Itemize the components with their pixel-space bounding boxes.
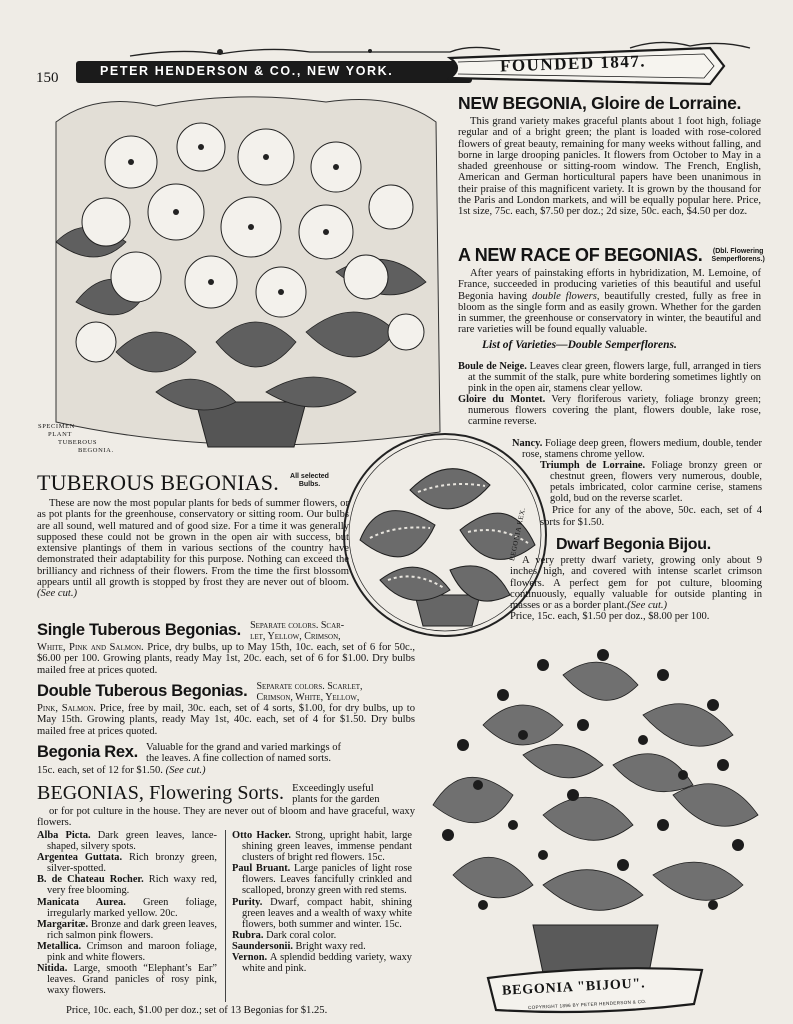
flowering-item-name: Argentea Guttata.: [37, 852, 123, 864]
tuberous-note-1: All selected: [290, 473, 329, 480]
varieties-list: [458, 361, 761, 428]
bijou-section: [510, 536, 762, 623]
specimen-caption-line: SPECIMEN: [38, 423, 75, 430]
tuberous-heading: [37, 470, 357, 496]
flowering-item: [232, 830, 412, 863]
bijou-label: BEGONIA "BIJOU".: [501, 976, 646, 999]
new-race-title: A NEW RACE OF BEGONIAS.: [458, 245, 703, 265]
single-colors-b: let, Yellow, Crimson,: [250, 631, 341, 642]
flowering-item: [37, 897, 217, 919]
tuberous-title: TUBEROUS BEGONIAS.: [37, 470, 279, 495]
gloire-title: NEW BEGONIA, Gloire de Lorraine.: [458, 93, 742, 113]
flowering-intro-text: or for pot culture in the house. They are never out of bloom and have graceful, waxy flowers.: [37, 805, 415, 828]
variety-name: Gloire du Montet.: [458, 394, 546, 406]
flowering-item: [37, 919, 217, 941]
flowering-item-desc: Dark green leaves, lance-shaped, silvery spots.: [47, 830, 218, 853]
rex-text: [37, 765, 415, 776]
rex-text-b: the leaves. A fine collection of named sorts.: [146, 753, 332, 765]
tuberous-note-2: Bulbs.: [298, 480, 321, 488]
double-colors-c: Pink, Salmon.: [37, 703, 96, 714]
bijou-illustration: [423, 635, 765, 980]
new-race-text-1: After years of painstaking efforts in hybridization, M. Lemoine, of France, succeeded in producing varieties of this beautiful and useful Begonia having: [458, 268, 761, 302]
flowering-item-name: Manicata Aurea.: [37, 896, 126, 908]
column-divider: [225, 830, 226, 1002]
flowering-intro-a: Exceedingly useful: [292, 783, 374, 794]
flowering-item: [37, 830, 217, 852]
gloire-text: This grand variety makes graceful plants about 1 foot high, foliage regular and of a bright green; the plant is loaded with rose-colored flowers of great beauty, remaining for many weeks without falling, and borne in large drooping panicles. It flowers from October to May in a shaded greenhouse or sitting-room window. The French, English, American and German horticultural papers have been unanimous in their praise of this magnificent variety. It is grown by the thousand for the Paris and London markets, and will be equally popular here. Price, 1st size, 75c. each, $7.50 per doz.; 2d size, 50c. each, $4.50 per doz.: [458, 116, 761, 218]
new-race-subtitle-1: (Dbl. Flowering: [712, 248, 764, 255]
flowering-item: [232, 897, 412, 930]
flowering-item-name: B. de Chateau Rocher.: [37, 874, 144, 886]
variety-desc: Foliage bronzy green or chestnut green, flowers very numerous, double, petals imbricated, color carmine cerise, stamens gold, bud on the reverse scarlet.: [550, 460, 762, 505]
flowering-item-desc: Large panicles of light rose flowers. Leaves fancifully crinkled and scalloped, bronzy green with red stems.: [242, 863, 412, 897]
double-price: Price, free by mail, 30c. each, set of 4 sorts, $1.00, for dry bulbs, up to May 15th. Growing plants, ready May 1st, 40c. each, set of 4 for $1.50. Dry bulbs mailed free at prices quoted.: [37, 703, 415, 737]
flowering-title: BEGONIAS, Flowering Sorts.: [37, 782, 285, 804]
flowering-item-desc: Bright waxy red.: [295, 940, 366, 952]
bijou-text-1: A very pretty dwarf variety, growing only about 9 inches high, and covered with intense scarlet crimson flowers. A perfect gem for pot culture, blooming continuously, equally valuable for outside planting in masses or as a border plant.: [510, 555, 762, 612]
tuberous-begonia-illustration: [36, 92, 446, 462]
specimen-caption: [38, 423, 114, 455]
gloire-section: [458, 93, 761, 218]
varieties-heading: List of Varieties—Double Semperflorens.: [482, 338, 677, 351]
flowering-item-desc: Dark coral color.: [266, 929, 337, 941]
double-colors: [256, 681, 362, 703]
flowering-item-name: Rubra.: [232, 929, 264, 941]
flowering-intro: [292, 783, 379, 806]
specimen-caption-line: BEGONIA.: [78, 447, 114, 454]
flowering-item-desc: Rich bronzy green, silver-spotted.: [47, 852, 217, 875]
rex-heading: [37, 742, 415, 765]
new-race-text: [458, 268, 761, 336]
new-race-subtitle: [712, 248, 765, 263]
rex-title: Begonia Rex.: [37, 743, 138, 761]
variety-item: [458, 361, 761, 394]
founded-text: FOUNDED 1847.: [499, 51, 647, 76]
flowering-item-desc: Crimson and maroon foliage, pink and white flowers.: [47, 940, 217, 964]
variety-desc: Very floriferous variety, foliage bronzy green; numerous flowers covering the plant, flowers double, lake rose, carmine reverse.: [468, 394, 761, 428]
flowering-item: [232, 941, 412, 952]
flowering-item-name: Nitida.: [37, 963, 68, 975]
bijou-copyright: COPYRIGHT 1896 BY PETER HENDERSON & CO.: [527, 998, 647, 1011]
flowering-item-name: Saundersonii.: [232, 940, 293, 952]
variety-desc: Foliage deep green, flowers medium, double, tender rose, stamens chrome yellow.: [522, 438, 762, 461]
specimen-caption-line: PLANT: [48, 431, 72, 438]
flowering-right-column: [232, 830, 412, 974]
flowering-item: [232, 930, 412, 941]
begonia-rex-label: BEGONIA REX.: [508, 506, 528, 562]
single-price: Price, dry bulbs, up to May 15th, 10c. each, set of 6 for 50c., $6.00 per 100. Growing plants, ready May 1st, 20c. each, set of 6 for $1.00. Dry bulbs mailed free at prices quoted.: [37, 642, 415, 676]
rex-text-a: Valuable for the grand and varied markings of: [146, 742, 342, 753]
page-number: 150: [36, 70, 59, 86]
flowering-item-name: Alba Picta.: [37, 830, 91, 841]
flowering-item: [37, 874, 217, 896]
bijou-text: [510, 555, 762, 611]
single-text: [37, 642, 415, 676]
single-heading: [37, 620, 415, 642]
rex-see-cut: (See cut.): [165, 764, 206, 776]
flowering-item-name: Margaritæ.: [37, 918, 89, 930]
variety-item: [540, 460, 762, 504]
tuberous-section: [37, 470, 357, 600]
flowering-item-desc: A splendid bedding variety, waxy white and pink.: [242, 952, 412, 975]
new-race-text-2: , beautifully crested, fully as free in bloom as the single form and as easily grown. Whether for the garden in summer, the greenhouse or conservatory in winter, the beautiful and rare varieties will be found equally valuable.: [458, 290, 761, 336]
rex-section: [37, 742, 415, 776]
varieties-price: Price for any of the above, 50c. each, set of 4 sorts for $1.50.: [540, 505, 762, 528]
flowering-item-name: Purity.: [232, 896, 263, 908]
flowering-item-name: Vernon.: [232, 952, 268, 964]
varieties-list-wrapped: [512, 438, 762, 460]
flowering-heading: [37, 782, 415, 806]
tuberous-see-cut: (See cut.): [37, 588, 77, 600]
flowering-item-name: Metallica.: [37, 940, 82, 952]
variety-name: Triumph de Lorraine.: [540, 460, 646, 471]
varieties-list-wrapped-2: [540, 460, 762, 528]
flowering-item-name: Paul Bruant.: [232, 863, 291, 875]
flowering-item-desc: Rich waxy red, very free blooming.: [47, 874, 217, 897]
tuberous-note: [290, 473, 329, 488]
single-colors: [250, 620, 344, 642]
flowering-item-desc: Green foliage, irregularly marked yellow. 20c.: [47, 896, 217, 919]
rex-text-c: 15c. each, set of 12 for $1.50.: [37, 764, 163, 776]
flowering-item-desc: Strong, upright habit, large shining green leaves, immense pendant clusters of bright red flowers. 15c.: [242, 830, 412, 864]
double-colors-b: Crimson, White, Yellow,: [256, 692, 360, 703]
flowering-item-desc: Bronze and dark green leaves, rich salmon pink flowers.: [47, 918, 217, 941]
single-colors-a: Separate colors. Scar-: [250, 620, 345, 631]
variety-item: [512, 438, 762, 460]
specimen-caption-line: TUBEROUS: [58, 439, 98, 446]
publisher-name: PETER HENDERSON & CO., NEW YORK.: [100, 64, 394, 78]
bijou-price: Price, 15c. each, $1.50 per doz., $8.00 per 100.: [510, 611, 710, 623]
new-race-subtitle-2: Semperflorens.): [711, 255, 765, 263]
variety-name: Nancy.: [512, 438, 543, 449]
new-race-heading: [458, 245, 765, 266]
flowering-item: [232, 863, 412, 896]
double-text: [37, 703, 415, 737]
flowering-price: Price, 10c. each, $1.00 per doz.; set of 13 Begonias for $1.25.: [66, 1005, 328, 1016]
flowering-section: [37, 782, 415, 828]
flowering-item: [37, 852, 217, 874]
flowering-item-desc: Large, smooth “Elephant’s Ear” leaves. Grand panicles of rosy pink, waxy flowers.: [47, 963, 217, 997]
double-title: Double Tuberous Begonias.: [37, 682, 248, 700]
double-section: [37, 681, 415, 737]
double-colors-a: Separate colors. Scarlet,: [256, 681, 363, 692]
bijou-title: Dwarf Begonia Bijou.: [556, 536, 711, 553]
rex-intro: [146, 742, 341, 765]
double-heading: [37, 681, 415, 703]
publisher-banner: [76, 61, 472, 83]
bijou-see-cut: (See cut.): [627, 600, 668, 612]
single-title: Single Tuberous Begonias.: [37, 621, 241, 639]
single-section: [37, 620, 415, 676]
variety-item: [458, 394, 761, 427]
flowering-item-name: Otto Hacker.: [232, 830, 291, 841]
new-race-section: [458, 245, 765, 351]
variety-name: Boule de Neige.: [458, 361, 527, 372]
flowering-intro-b: plants for the garden: [292, 794, 380, 806]
variety-desc: Leaves clear green, flowers large, full, arranged in tiers at the summit of the stalk, pure white bordering sometimes lightly on pink in the open air, stamens clear yellow.: [468, 361, 761, 395]
flowering-item: [37, 941, 217, 963]
new-race-text-emphasis: double flowers: [531, 290, 597, 302]
tuberous-text: [37, 498, 349, 600]
single-colors-c: White, Pink and Salmon.: [37, 642, 144, 653]
flowering-item-desc: Dwarf, compact habit, shining green leaves and a wealth of waxy white flowers, both summer and winter. 15c.: [242, 896, 412, 930]
tuberous-text-1: These are now the most popular plants for beds of summer flowers, or as pot plants for the greenhouse, conservatory or sitting room. Our bulbs are all sound, well matured and of good size. For a time it was generally supposed these could not be grown in the open air with success, but extensive plantings of them in various sections of the country have demonstrated their adaptability for this purpose. Nothing can exceed the brilliancy and richness of their flowers. From the time the first blossom appears until all growth is stopped by frost they are never out of bloom.: [37, 498, 349, 589]
flowering-item: [37, 963, 217, 996]
flowering-item: [232, 952, 412, 974]
flowering-left-column: [37, 830, 217, 996]
